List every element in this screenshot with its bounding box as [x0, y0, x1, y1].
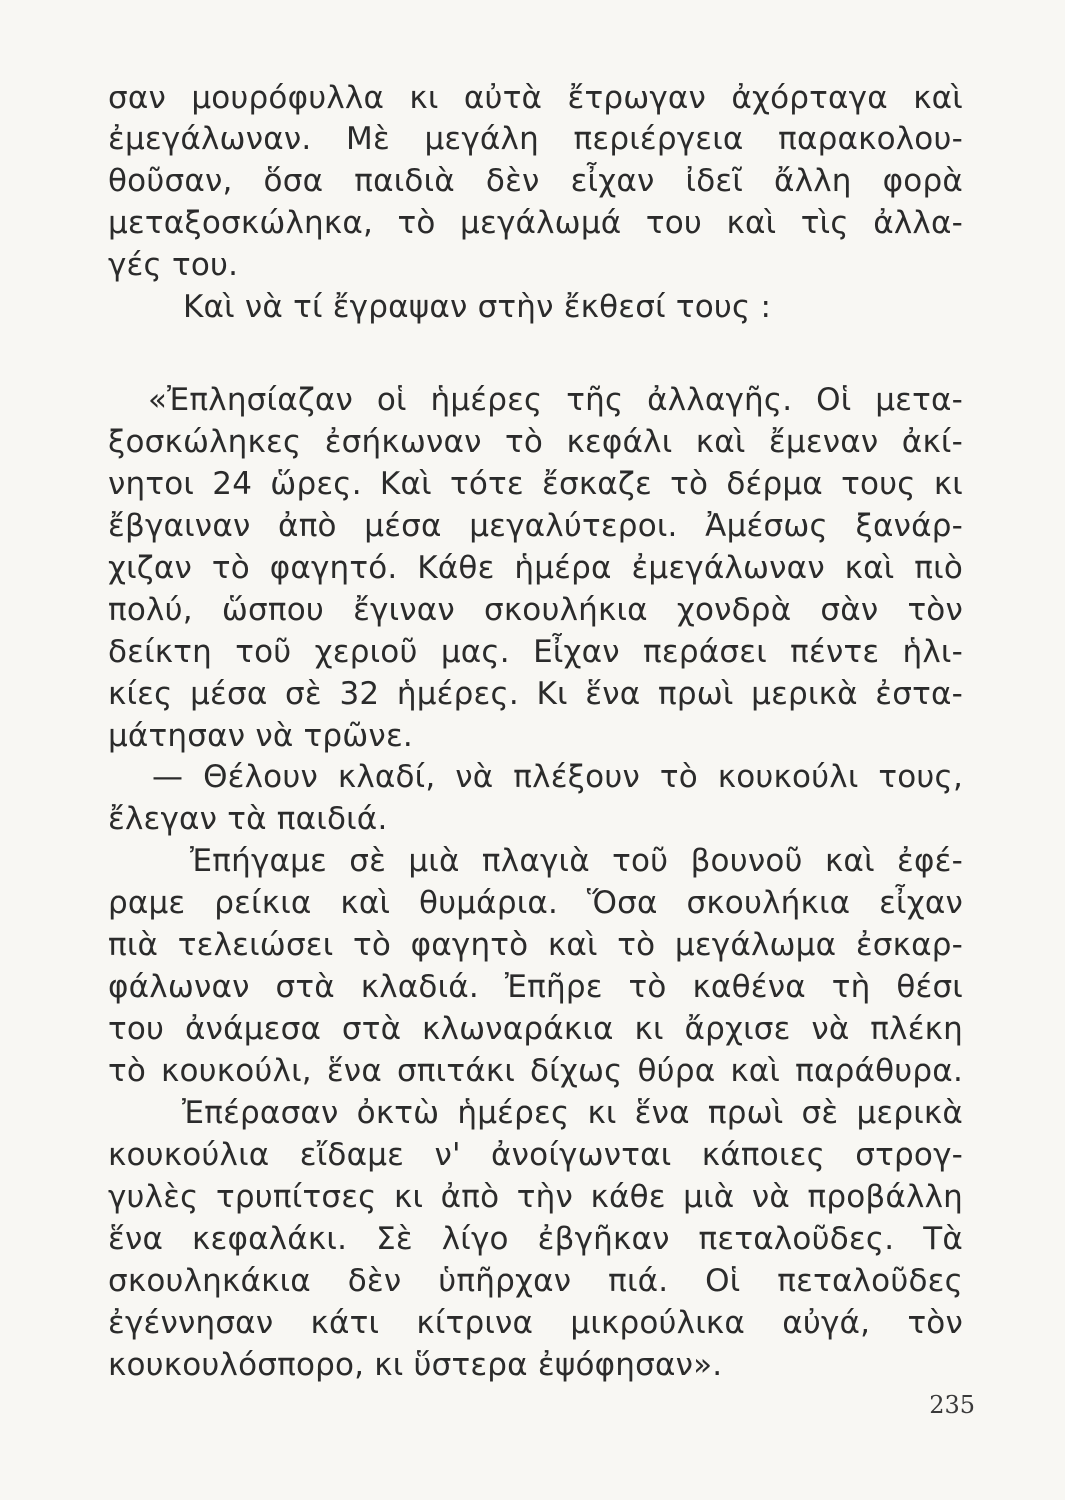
text-line: ἔλεγαν τὰ παιδιά. — [108, 801, 388, 837]
text-line: μάτησαν νὰ τρῶνε. — [108, 718, 413, 754]
text-line: νητοι 24 ὥρες. Καὶ τότε ἔσκαζε τὸ δέρμα τους κι — [108, 466, 963, 502]
text-line: τὸ κουκούλι, ἕνα σπιτάκι δίχως θύρα καὶ παράθυρα. — [108, 1053, 963, 1089]
text-line: γυλὲς τρυπίτσες κι ἀπὸ τὴν κάθε μιὰ νὰ προβάλλη — [108, 1179, 963, 1215]
text-line: ραμε ρείκια καὶ θυμάρια. Ὅσα σκουλήκια εἶχαν — [108, 885, 963, 921]
text-line: Ἐπήγαμε σὲ μιὰ πλαγιὰ τοῦ βουνοῦ καὶ ἐφέ- — [190, 843, 963, 879]
page-number: 235 — [929, 1391, 975, 1419]
text-line: ἔβγαιναν ἀπὸ μέσα μεγαλύτεροι. Ἀμέσως ξανάρ- — [108, 508, 963, 544]
text-line: μεταξοσκώληκα, τὸ μεγάλωμά του καὶ τὶς ἀλλα- — [108, 205, 963, 241]
text-line: σαν μουρόφυλλα κι αὐτὰ ἔτρωγαν ἀχόρταγα καὶ — [108, 80, 963, 116]
text-line: «Ἐπλησίαζαν οἱ ἡμέρες τῆς ἀλλαγῆς. Οἱ μετα- — [148, 382, 963, 418]
text-line: — Θέλουν κλαδί, νὰ πλέξουν τὸ κουκούλι τους, — [152, 759, 963, 795]
text-line: ξοσκώληκες ἐσήκωναν τὸ κεφάλι καὶ ἔμεναν ἀκί- — [108, 424, 963, 460]
text-line: πιὰ τελειώσει τὸ φαγητὸ καὶ τὸ μεγάλωμα ἐσκαρ- — [108, 927, 963, 963]
text-line: του ἀνάμεσα στὰ κλωναράκια κι ἄρχισε νὰ πλέκη — [108, 1011, 963, 1047]
text-line: φάλωναν στὰ κλαδιά. Ἐπῆρε τὸ καθένα τὴ θέσι — [108, 969, 963, 1005]
text-line: ἐγέννησαν κάτι κίτρινα μικρούλικα αὐγά, τὸν — [108, 1305, 963, 1341]
text-line: δείκτη τοῦ χεριοῦ μας. Εἶχαν περάσει πέντε ἡλι- — [108, 634, 963, 670]
text-line: σκουληκάκια δὲν ὑπῆρχαν πιά. Οἱ πεταλοῦδες — [108, 1263, 963, 1299]
text-line: Καὶ νὰ τί ἔγραψαν στὴν ἔκθεσί τους : — [183, 289, 772, 325]
text-line: Ἐπέρασαν ὀκτὼ ἡμέρες κι ἕνα πρωὶ σὲ μερικὰ — [182, 1095, 963, 1131]
text-line: γές του. — [108, 247, 239, 283]
text-line: κίες μέσα σὲ 32 ἡμέρες. Κι ἕνα πρωὶ μερικὰ ἐστα- — [108, 676, 963, 712]
text-line: κουκούλια εἴδαμε ν' ἀνοίγωνται κάποιες στρογ- — [108, 1137, 963, 1173]
text-line: χιζαν τὸ φαγητό. Κάθε ἡμέρα ἐμεγάλωναν καὶ πιὸ — [108, 550, 963, 586]
text-line: ἐμεγάλωναν. Μὲ μεγάλη περιέργεια παρακολου- — [108, 121, 963, 157]
text-line: πολύ, ὥσπου ἔγιναν σκουλήκια χονδρὰ σὰν τὸν — [108, 592, 963, 628]
text-line: κουκουλόσπορο, κι ὕστερα ἐψόφησαν». — [108, 1347, 723, 1383]
text-line: ἕνα κεφαλάκι. Σὲ λίγο ἐβγῆκαν πεταλοῦδες. Τὰ — [108, 1221, 963, 1257]
text-line: θοῦσαν, ὅσα παιδιὰ δὲν εἶχαν ἰδεῖ ἄλλη φορὰ — [108, 163, 963, 199]
